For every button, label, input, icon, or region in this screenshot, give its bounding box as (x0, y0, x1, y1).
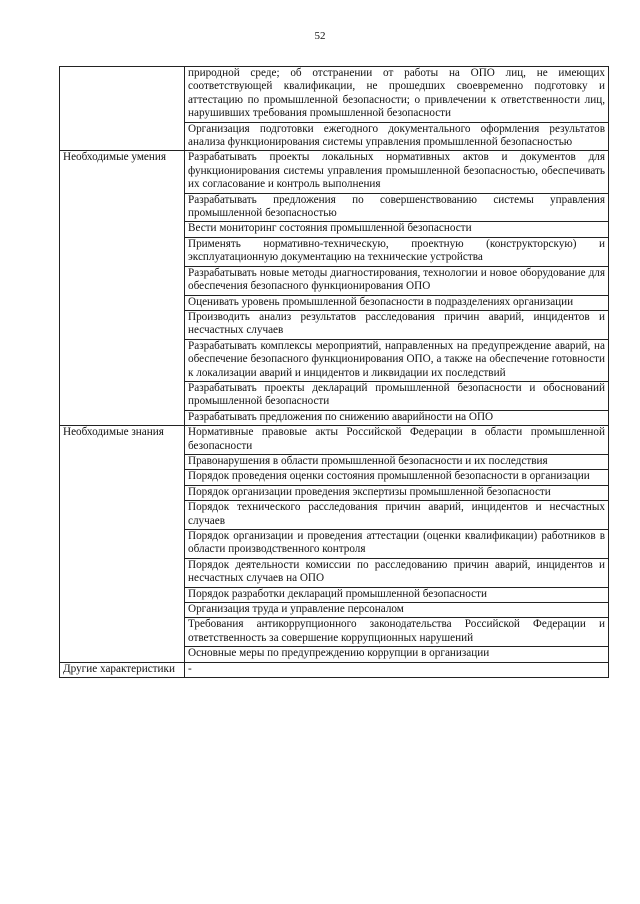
requirement-item: Разрабатывать комплексы мероприятий, направленных на предупреждение аварий, на обеспечение безопасного функционирования ОПО, а также на обеспечение готовности к локализации аварий и инцидентов и ликвидации их последствий (185, 339, 609, 381)
requirement-item: Порядок технического расследования причин аварий, инцидентов и несчастных случаев (185, 501, 609, 530)
requirement-item: Требования антикоррупционного законодательства Российской Федерации и ответственность за совершение коррупционных нарушений (185, 618, 609, 647)
section-label: Необходимые знания (60, 426, 185, 663)
requirement-item: - (185, 662, 609, 677)
section-label: Необходимые умения (60, 151, 185, 426)
requirement-item: Порядок организации проведения экспертизы промышленной безопасности (185, 485, 609, 500)
requirement-item: Порядок деятельности комиссии по расследованию причин аварий, инцидентов и несчастных случаев на ОПО (185, 558, 609, 587)
requirement-item: Организация подготовки ежегодного документального оформления результатов анализа функционирования системы управления промышленной безопасностью (185, 122, 609, 151)
requirements-table-body (60, 67, 609, 678)
requirement-item: Нормативные правовые акты Российской Федерации в области промышленной безопасности (185, 426, 609, 455)
requirement-item: Вести мониторинг состояния промышленной безопасности (185, 222, 609, 237)
requirement-item: Производить анализ результатов расследования причин аварий, инцидентов и несчастных случаев (185, 310, 609, 339)
requirement-item: Применять нормативно-техническую, проектную (конструкторскую) и эксплуатационную документацию на технические устройства (185, 237, 609, 266)
requirement-item: Основные меры по предупреждению коррупции в организации (185, 647, 609, 662)
requirement-item: Разрабатывать новые методы диагностирования, технологии и новое оборудование для обеспечения безопасного функционирования ОПО (185, 266, 609, 295)
requirement-item: Правонарушения в области промышленной безопасности и их последствия (185, 454, 609, 469)
table-row (60, 662, 609, 677)
requirement-item: Разрабатывать предложения по совершенствованию системы управления промышленной безопасностью (185, 193, 609, 222)
table-row (60, 151, 609, 193)
table-row (60, 426, 609, 455)
requirement-item: Оценивать уровень промышленной безопасности в подразделениях организации (185, 295, 609, 310)
requirement-item: Разрабатывать проекты деклараций промышленной безопасности и обоснований промышленной безопасности (185, 381, 609, 410)
section-label (60, 67, 185, 151)
requirement-item: Порядок организации и проведения аттестации (оценки квалификации) работников в области производственного контроля (185, 530, 609, 559)
requirement-item: природной среде; об отстранении от работы на ОПО лиц, не имеющих соответствующей квалификации, не прошедших своевременно подготовку и аттестацию по промышленной безопасности; о привлечении к ответственности лиц, нарушивших требования промышленной безопасности (185, 67, 609, 123)
requirement-item: Порядок разработки деклараций промышленной безопасности (185, 587, 609, 602)
requirement-item: Порядок проведения оценки состояния промышленной безопасности в организации (185, 470, 609, 485)
requirements-table (59, 66, 609, 678)
requirement-item: Разрабатывать проекты локальных нормативных актов и документов для функционирования системы управления промышленной безопасностью, обеспечивать их согласование и контроль выполнения (185, 151, 609, 193)
table-row (60, 67, 609, 123)
requirement-item: Разрабатывать предложения по снижению аварийности на ОПО (185, 410, 609, 425)
requirement-item: Организация труда и управление персоналом (185, 603, 609, 618)
section-label: Другие характеристики (60, 662, 185, 677)
page-number: 52 (314, 30, 326, 42)
